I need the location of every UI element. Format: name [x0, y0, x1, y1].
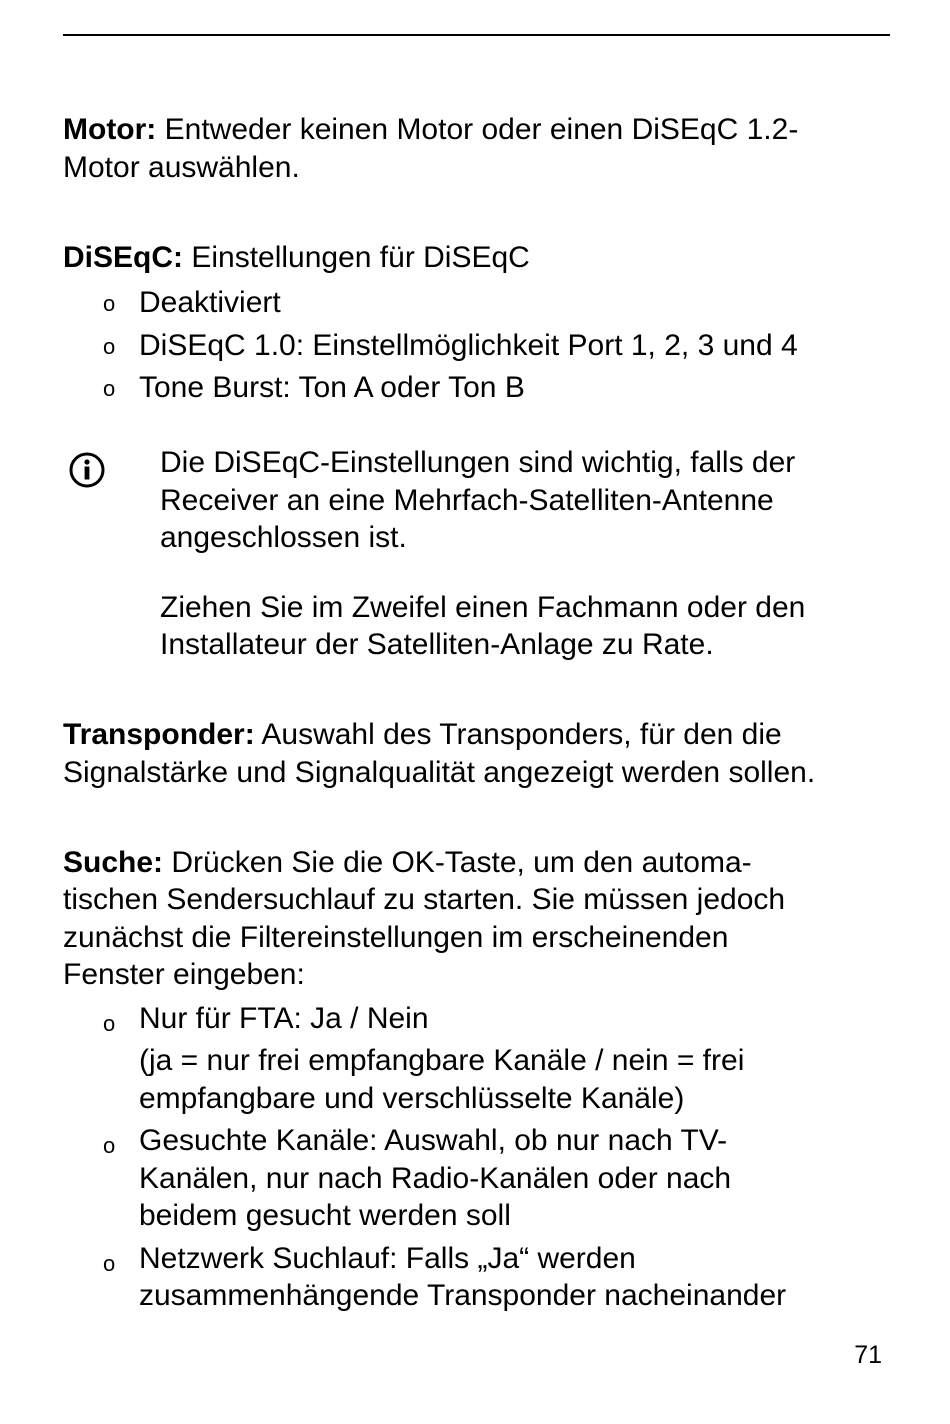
motor-line-1: Motor: Entweder keinen Motor oder einen DiSEqC 1.2-: [63, 113, 799, 146]
note-text: Installateur der Satelliten-Anlage zu Rate.: [160, 628, 714, 661]
note-text: Receiver an eine Mehrfach-Satelliten-Antenne: [160, 484, 774, 517]
note-text: Ziehen Sie im Zweifel einen Fachmann oder den: [160, 591, 806, 624]
motor-line-2: Motor auswählen.: [63, 151, 300, 184]
bullet-marker: o: [103, 1133, 116, 1158]
diseqc-label: DiSEqC:: [63, 241, 183, 274]
suche-text: zunächst die Filtereinstellungen im erscheinenden: [63, 921, 729, 954]
motor-label: Motor:: [63, 113, 157, 146]
suche-option-detail: (ja = nur frei empfangbare Kanäle / nein = frei: [139, 1044, 745, 1077]
suche-option-detail: Kanälen, nur nach Radio-Kanälen oder nach: [139, 1162, 732, 1195]
transponder-label: Transponder:: [63, 718, 255, 751]
bullet-marker: o: [103, 1011, 116, 1036]
bullet-marker: o: [103, 376, 116, 401]
suche-text: Fenster eingeben:: [63, 958, 305, 991]
suche-option-title: Nur für FTA: Ja / Nein: [139, 1002, 429, 1035]
transponder-line-1: Transponder: Auswahl des Transponders, für den die: [63, 718, 782, 751]
suche-label: Suche:: [63, 846, 164, 879]
bullet-marker: o: [103, 291, 116, 316]
diseqc-heading: DiSEqC: Einstellungen für DiSEqC: [63, 241, 530, 274]
header-rule: [63, 34, 890, 36]
bullet-marker: o: [103, 1251, 116, 1276]
suche-line-1: Suche: Drücken Sie die OK-Taste, um den automa-: [63, 846, 752, 879]
suche-option-title: Gesuchte Kanäle: Auswahl, ob nur nach TV-: [139, 1124, 728, 1157]
note-text: Die DiSEqC-Einstellungen sind wichtig, falls der: [160, 446, 796, 479]
suche-option-detail: beidem gesucht werden soll: [139, 1199, 511, 1232]
diseqc-option: Tone Burst: Ton A oder Ton B: [139, 371, 525, 404]
suche-text: tischen Sendersuchlauf zu starten. Sie müssen jedoch: [63, 883, 786, 916]
bullet-marker: o: [103, 334, 116, 359]
suche-option-detail: zusammenhängende Transponder nacheinander: [139, 1279, 787, 1312]
diseqc-option: Deaktiviert: [139, 286, 281, 319]
page-number: 71: [854, 1341, 882, 1369]
info-icon: [68, 451, 106, 489]
suche-option-detail: empfangbare und verschlüsselte Kanäle): [139, 1082, 685, 1115]
note-text: angeschlossen ist.: [160, 521, 407, 554]
suche-option-title: Netzwerk Suchlauf: Falls „Ja“ werden: [139, 1242, 636, 1275]
diseqc-option: DiSEqC 1.0: Einstellmöglichkeit Port 1, 2, 3 und 4: [139, 329, 798, 362]
transponder-line-2: Signalstärke und Signalqualität angezeigt werden sollen.: [63, 756, 816, 789]
